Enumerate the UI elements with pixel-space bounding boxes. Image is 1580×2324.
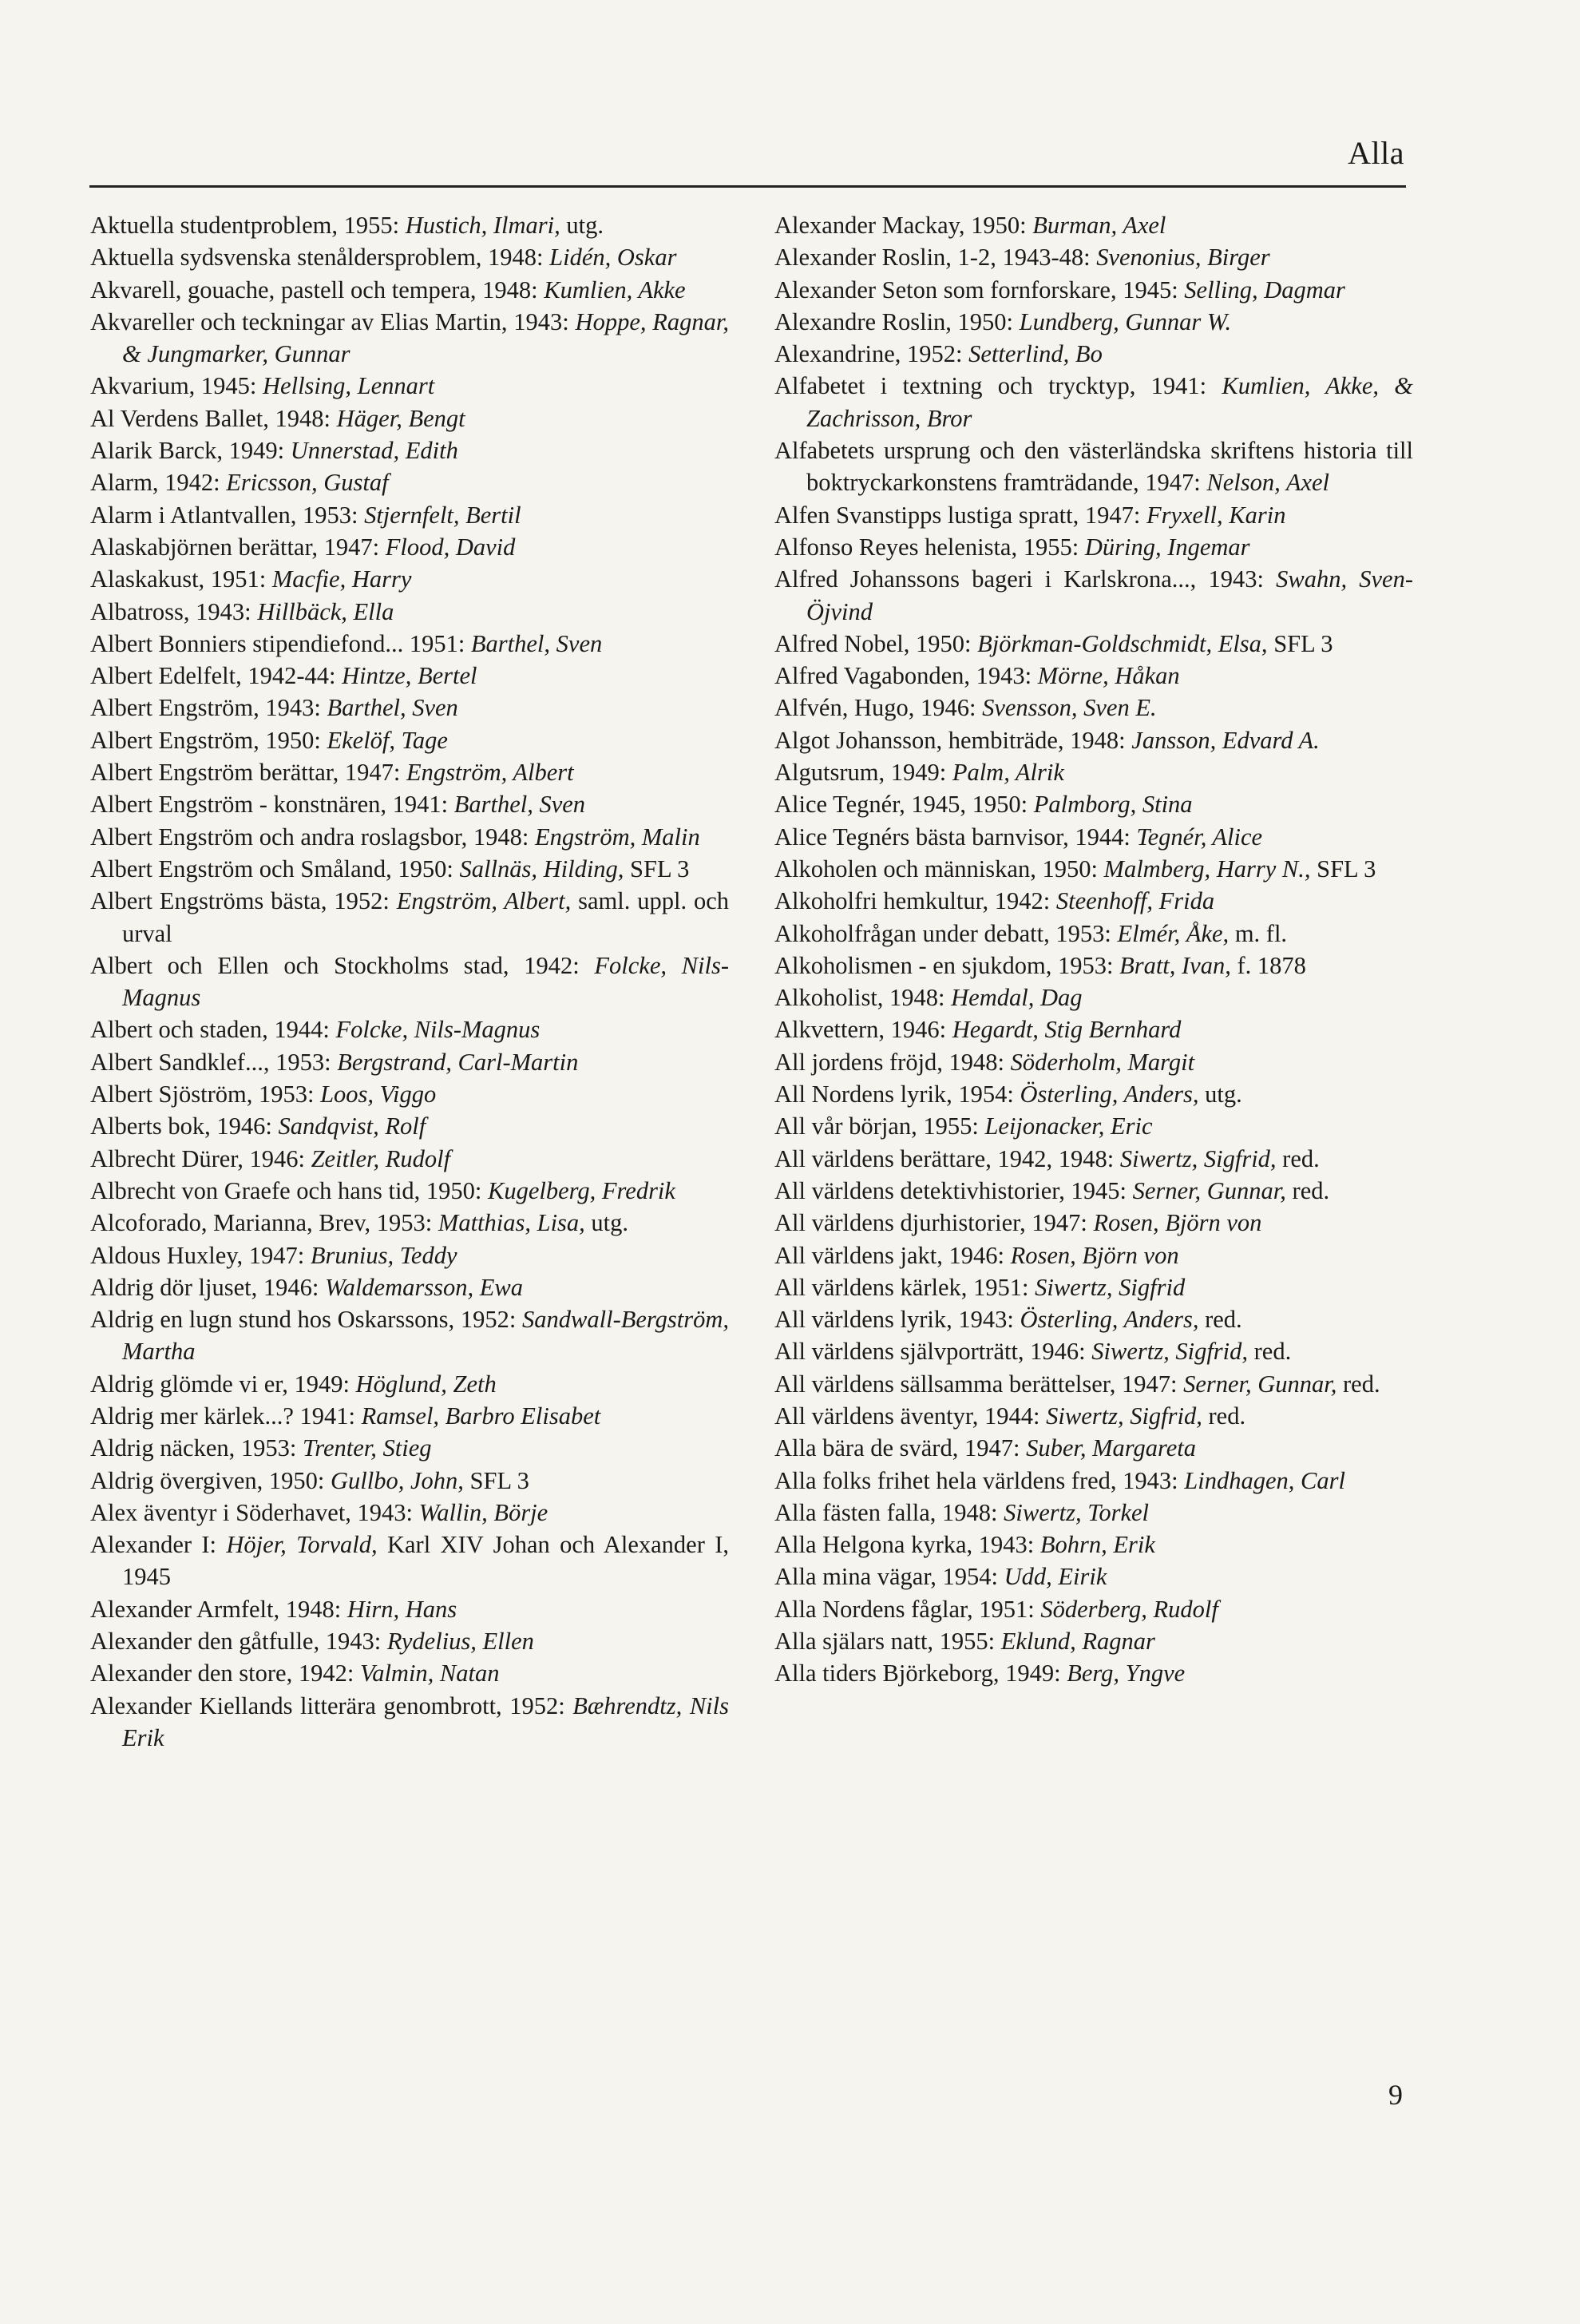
- entry-note: utg.: [591, 1209, 629, 1237]
- entry-title: Alarik Barck, 1949:: [90, 437, 285, 465]
- index-entry: [90, 1400, 729, 1432]
- index-entry: [774, 660, 1413, 692]
- index-entry: [774, 1368, 1413, 1400]
- entry-title: All världens sällsamma berättelser, 1947:: [774, 1370, 1178, 1398]
- entry-author: Kumlien, Akke: [544, 276, 686, 303]
- entry-author: Engström, Albert,: [396, 887, 572, 915]
- entry-title: Alfred Johanssons bageri i Karlskrona..., 1943:: [774, 565, 1264, 593]
- index-entry: [774, 1593, 1413, 1625]
- entry-title: Aktuella studentproblem, 1955:: [90, 212, 400, 239]
- entry-title: Albert Engströms bästa, 1952:: [90, 887, 390, 915]
- entry-title: Alfonso Reyes helenista, 1955:: [774, 533, 1079, 561]
- entry-author: Palmborg, Stina: [1033, 791, 1193, 819]
- entry-author: Hemdal, Dag: [951, 984, 1083, 1012]
- entry-title: Aldrig glömde vi er, 1949:: [90, 1370, 350, 1398]
- index-entry: [774, 788, 1413, 820]
- entry-note: red.: [1282, 1144, 1320, 1172]
- entry-author: Tegnér, Alice: [1136, 823, 1263, 851]
- entry-author: Burman, Axel: [1032, 212, 1166, 239]
- entry-title: Alla mina vägar, 1954:: [774, 1563, 998, 1591]
- entry-author: Björkman-Goldschmidt, Elsa,: [977, 629, 1268, 657]
- entry-title: Aktuella sydsvenska stenåldersproblem, 1948:: [90, 244, 544, 272]
- index-entry: [774, 1239, 1413, 1271]
- index-entry: [774, 209, 1413, 241]
- index-entry: [774, 274, 1413, 306]
- entry-title: Alkoholen och människan, 1950:: [774, 855, 1098, 882]
- index-entry: [774, 1143, 1413, 1175]
- entry-title: Alberts bok, 1946:: [90, 1112, 272, 1140]
- entry-author: Lidén, Oskar: [549, 244, 677, 272]
- entry-author: Waldemarsson, Ewa: [324, 1273, 523, 1301]
- entry-note: red.: [1292, 1176, 1330, 1204]
- index-entry: [774, 1303, 1413, 1335]
- entry-title: Alexander den gåtfulle, 1943:: [90, 1628, 382, 1656]
- index-entry: [90, 370, 729, 402]
- entry-note: utg.: [1205, 1081, 1242, 1108]
- index-entry: [774, 982, 1413, 1013]
- entry-author: Steenhoff, Frida: [1055, 887, 1215, 915]
- entry-author: Hillbäck, Ella: [257, 597, 394, 625]
- entry-title: Alla fästen falla, 1948:: [774, 1498, 998, 1526]
- index-entry: [90, 1432, 729, 1464]
- entry-author: Höglund, Zeth: [355, 1370, 497, 1398]
- entry-author: Barthel, Sven: [470, 629, 603, 657]
- entry-title: Alexander Mackay, 1950:: [774, 212, 1027, 239]
- entry-title: Albrecht von Graefe och hans tid, 1950:: [90, 1176, 482, 1204]
- index-entry: [774, 1529, 1413, 1561]
- index-entry: [90, 1368, 729, 1400]
- entry-author: Ericsson, Gustaf: [226, 469, 389, 497]
- entry-title: Alfred Nobel, 1950:: [774, 629, 972, 657]
- entry-author: Svensson, Sven E.: [982, 694, 1157, 722]
- entry-author: Fryxell, Karin: [1146, 501, 1286, 529]
- index-entry: [90, 1690, 729, 1755]
- entry-note: m. fl.: [1234, 919, 1288, 947]
- entry-author: Engström, Malin: [534, 823, 700, 851]
- entry-author: Berg, Yngve: [1067, 1660, 1186, 1687]
- entry-title: Alexander Kiellands litterära genombrott, 1952:: [90, 1691, 565, 1719]
- running-head: Alla: [1348, 135, 1404, 171]
- index-entry: [90, 466, 729, 498]
- index-entry: [90, 1593, 729, 1625]
- entry-title: Albert Engström och Småland, 1950:: [90, 855, 453, 882]
- entry-title: Alla själars natt, 1955:: [774, 1628, 996, 1656]
- index-entry: [774, 338, 1413, 370]
- entry-title: Alfvén, Hugo, 1946:: [774, 694, 976, 722]
- entry-author: Barthel, Sven: [453, 791, 586, 819]
- entry-author: Setterlind, Bo: [968, 340, 1103, 368]
- entry-title: All världens lyrik, 1943:: [774, 1306, 1014, 1334]
- entry-author: Siwertz, Sigfrid,: [1119, 1144, 1277, 1172]
- index-entry: [90, 788, 729, 820]
- entry-title: Aldrig mer kärlek...? 1941:: [90, 1402, 356, 1430]
- index-entry: [90, 596, 729, 628]
- entry-author: Wallin, Börje: [418, 1498, 548, 1526]
- entry-author: Folcke, Nils-Magnus: [122, 951, 729, 1012]
- entry-title: Alexandrine, 1952:: [774, 340, 963, 368]
- entry-author: Serner, Gunnar,: [1132, 1176, 1286, 1204]
- entry-note: red.: [1253, 1338, 1292, 1366]
- entry-title: Alarm i Atlantvallen, 1953:: [90, 501, 358, 529]
- entry-title: All världens äventyr, 1944:: [774, 1402, 1040, 1430]
- entry-author: Leijonacker, Eric: [984, 1112, 1153, 1140]
- entry-title: Albert Engström och andra roslagsbor, 1948:: [90, 823, 529, 851]
- entry-author: Bratt, Ivan,: [1119, 951, 1231, 979]
- index-entry: [774, 1625, 1413, 1657]
- index-entry: [90, 756, 729, 788]
- entry-author: Barthel, Sven: [327, 694, 458, 722]
- entry-author: Ramsel, Barbro Elisabet: [361, 1402, 601, 1430]
- entry-note: f. 1878: [1237, 951, 1306, 979]
- index-entry: [774, 1432, 1413, 1464]
- index-entry: [774, 1335, 1413, 1367]
- entry-author: Söderholm, Margit: [1010, 1048, 1195, 1076]
- entry-author: Brunius, Teddy: [310, 1241, 457, 1269]
- entry-title: Alkoholfrågan under debatt, 1953:: [774, 919, 1111, 947]
- entry-author: Hustich, Ilmari,: [405, 212, 560, 239]
- index-column-right: [774, 209, 1413, 1690]
- entry-title: All världens berättare, 1942, 1948:: [774, 1144, 1115, 1172]
- entry-title: Alarm, 1942:: [90, 469, 220, 497]
- entry-title: Alexander den store, 1942:: [90, 1660, 354, 1687]
- entry-author: Unnerstad, Edith: [290, 437, 458, 465]
- index-entry: [774, 1497, 1413, 1529]
- entry-note: Karl XIV Johan och Alexander I, 1945: [122, 1531, 730, 1591]
- entry-title: Alexander Armfelt, 1948:: [90, 1595, 342, 1623]
- entry-title: Aldrig dör ljuset, 1946:: [90, 1273, 319, 1301]
- entry-title: Albert Bonniers stipendiefond... 1951:: [90, 629, 465, 657]
- entry-author: Macfie, Harry: [271, 565, 412, 593]
- index-entry: [774, 1465, 1413, 1497]
- entry-title: Alla folks frihet hela världens fred, 1943:: [774, 1466, 1178, 1494]
- entry-author: Österling, Anders,: [1020, 1081, 1199, 1108]
- entry-title: Alice Tegnérs bästa barnvisor, 1944:: [774, 823, 1131, 851]
- entry-author: Rydelius, Ellen: [386, 1628, 534, 1656]
- entry-title: Alla Helgona kyrka, 1943:: [774, 1531, 1035, 1559]
- entry-title: All vår början, 1955:: [774, 1112, 979, 1140]
- entry-author: Folcke, Nils-Magnus: [335, 1016, 541, 1044]
- index-entry: [90, 1271, 729, 1303]
- entry-title: Alla tiders Björkeborg, 1949:: [774, 1660, 1061, 1687]
- entry-title: Alkvettern, 1946:: [774, 1016, 947, 1044]
- entry-author: Siwertz, Sigfrid: [1035, 1273, 1186, 1301]
- entry-title: Aldrig näcken, 1953:: [90, 1434, 297, 1462]
- entry-author: Hirn, Hans: [346, 1595, 457, 1623]
- entry-title: Algutsrum, 1949:: [774, 759, 947, 787]
- index-entry: [90, 1046, 729, 1078]
- index-entry: [90, 209, 729, 241]
- entry-author: Zeitler, Rudolf: [311, 1144, 451, 1172]
- index-entry: [774, 1207, 1413, 1239]
- index-entry: [774, 1561, 1413, 1592]
- index-entry: [90, 1143, 729, 1175]
- entry-title: Alla Nordens fåglar, 1951:: [774, 1595, 1035, 1623]
- entry-author: Mörne, Håkan: [1037, 662, 1180, 690]
- entry-title: All jordens fröjd, 1948:: [774, 1048, 1005, 1076]
- entry-note: saml. uppl. och urval: [122, 887, 730, 947]
- index-entry: [90, 403, 729, 434]
- entry-title: Albert Engström - konstnären, 1941:: [90, 791, 449, 819]
- entry-author: Hegardt, Stig Bernhard: [952, 1016, 1182, 1044]
- index-entry: [774, 1013, 1413, 1045]
- index-entry: [774, 918, 1413, 950]
- index-entry: [90, 1465, 729, 1497]
- entry-author: Höjer, Torvald,: [226, 1531, 378, 1559]
- entry-author: Hoppe, Ragnar, & Jungmarker, Gunnar: [122, 307, 730, 368]
- entry-title: Albert Engström, 1943:: [90, 694, 321, 722]
- index-entry: [90, 563, 729, 595]
- index-entry: [90, 724, 729, 756]
- index-entry: [774, 563, 1413, 628]
- index-entry: [90, 1657, 729, 1689]
- entry-author: Eklund, Ragnar: [1000, 1628, 1155, 1656]
- entry-author: Bæhrendtz, Nils Erik: [122, 1691, 729, 1751]
- index-entry: [90, 1303, 729, 1368]
- entry-title: Alex äventyr i Söderhavet, 1943:: [90, 1498, 414, 1526]
- entry-note: utg.: [566, 212, 604, 239]
- index-entry: [774, 1078, 1413, 1110]
- entry-author: Österling, Anders,: [1020, 1306, 1199, 1334]
- index-entry: [90, 853, 729, 885]
- entry-author: Rosen, Björn von: [1093, 1209, 1262, 1237]
- entry-author: Düring, Ingemar: [1084, 533, 1250, 561]
- entry-title: Akvarell, gouache, pastell och tempera, 1948:: [90, 276, 538, 303]
- index-entry: [774, 692, 1413, 724]
- entry-title: Algot Johansson, hembiträde, 1948:: [774, 726, 1126, 754]
- index-entry: [90, 1078, 729, 1110]
- entry-title: Alexander Seton som fornforskare, 1945:: [774, 276, 1178, 303]
- entry-title: All världens detektivhistorier, 1945:: [774, 1176, 1127, 1204]
- entry-author: Kugelberg, Fredrik: [488, 1176, 675, 1204]
- index-entry: [774, 1271, 1413, 1303]
- entry-note: SFL 3: [1273, 629, 1333, 657]
- index-entry: [774, 1657, 1413, 1689]
- entry-author: Valmin, Natan: [359, 1660, 500, 1687]
- entry-title: All världens djurhistorier, 1947:: [774, 1209, 1087, 1237]
- entry-author: Elmér, Åke,: [1117, 919, 1230, 947]
- entry-title: Albert Engström, 1950:: [90, 726, 321, 754]
- index-entry: [90, 1497, 729, 1529]
- entry-author: Häger, Bengt: [336, 404, 465, 432]
- entry-note: SFL 3: [630, 855, 690, 882]
- entry-author: Ekelöf, Tage: [327, 726, 448, 754]
- entry-title: Albert Sjöström, 1953:: [90, 1081, 315, 1108]
- index-entry: [90, 885, 729, 950]
- index-entry: [90, 531, 729, 563]
- entry-title: Albrecht Dürer, 1946:: [90, 1144, 305, 1172]
- entry-note: SFL 3: [1317, 855, 1376, 882]
- entry-author: Bergstrand, Carl-Martin: [337, 1048, 579, 1076]
- entry-author: Selling, Dagmar: [1184, 276, 1345, 303]
- index-entry: [90, 274, 729, 306]
- index-column-left: [90, 209, 729, 1754]
- entry-author: Trenter, Stieg: [302, 1434, 432, 1462]
- entry-title: Aldrig en lugn stund hos Oskarssons, 1952:: [90, 1306, 517, 1334]
- index-entry: [90, 692, 729, 724]
- header-rule: [89, 185, 1406, 188]
- index-entry: [774, 821, 1413, 853]
- entry-author: Hellsing, Lennart: [263, 372, 435, 400]
- index-entry: [90, 1013, 729, 1045]
- index-entry: [774, 1110, 1413, 1142]
- entry-author: Siwertz, Torkel: [1004, 1498, 1150, 1526]
- entry-title: Albatross, 1943:: [90, 597, 251, 625]
- index-entry: [774, 306, 1413, 338]
- index-entry: [774, 1175, 1413, 1207]
- index-entry: [774, 1400, 1413, 1432]
- entry-title: Alaskakust, 1951:: [90, 565, 267, 593]
- entry-title: Albert Engström berättar, 1947:: [90, 759, 401, 787]
- entry-author: Sandqvist, Rolf: [278, 1112, 426, 1140]
- entry-author: Lindhagen, Carl: [1184, 1466, 1345, 1494]
- entry-note: red.: [1208, 1402, 1246, 1430]
- entry-author: Suber, Margareta: [1026, 1434, 1196, 1462]
- entry-title: Alexander Roslin, 1-2, 1943-48:: [774, 244, 1091, 272]
- entry-title: Alcoforado, Marianna, Brev, 1953:: [90, 1209, 433, 1237]
- entry-author: Stjernfelt, Bertil: [364, 501, 521, 529]
- entry-title: Alaskabjörnen berättar, 1947:: [90, 533, 380, 561]
- index-entry: [90, 1175, 729, 1207]
- entry-title: Alfabetets ursprung och den västerländska skriftens historia till boktryckarkonstens framträdande, 1947:: [774, 437, 1413, 497]
- entry-title: Alkoholist, 1948:: [774, 984, 945, 1012]
- entry-title: All världens kärlek, 1951:: [774, 1273, 1029, 1301]
- entry-title: All världens självporträtt, 1946:: [774, 1338, 1086, 1366]
- index-entry: [90, 821, 729, 853]
- entry-title: Alexander I:: [90, 1531, 217, 1559]
- index-entry: [774, 531, 1413, 563]
- entry-title: Alfabetet i textning och trycktyp, 1941:: [774, 372, 1207, 400]
- index-entry: [774, 628, 1413, 660]
- index-entry: [90, 434, 729, 466]
- index-entry: [90, 628, 729, 660]
- entry-title: Alexandre Roslin, 1950:: [774, 307, 1014, 335]
- entry-author: Rosen, Björn von: [1010, 1241, 1179, 1269]
- entry-title: Akvarium, 1945:: [90, 372, 257, 400]
- entry-title: All världens jakt, 1946:: [774, 1241, 1005, 1269]
- index-entry: [90, 1207, 729, 1239]
- entry-title: Albert och Ellen och Stockholms stad, 1942:: [90, 951, 580, 979]
- entry-title: Alkoholfri hemkultur, 1942:: [774, 887, 1051, 915]
- index-entry: [774, 1046, 1413, 1078]
- entry-author: Udd, Eirik: [1004, 1563, 1107, 1591]
- entry-author: Flood, David: [385, 533, 516, 561]
- entry-title: Alla bära de svärd, 1947:: [774, 1434, 1020, 1462]
- entry-title: All Nordens lyrik, 1954:: [774, 1081, 1014, 1108]
- index-entry: [90, 1239, 729, 1271]
- entry-title: Alice Tegnér, 1945, 1950:: [774, 791, 1028, 819]
- index-entry: [90, 499, 729, 531]
- index-entry: [90, 1110, 729, 1142]
- index-entry: [90, 1529, 729, 1593]
- index-entry: [90, 1625, 729, 1657]
- index-entry: [90, 306, 729, 371]
- entry-author: Bohrn, Erik: [1039, 1531, 1155, 1559]
- index-entry: [774, 241, 1413, 273]
- entry-title: Albert Sandklef..., 1953:: [90, 1048, 331, 1076]
- entry-title: Albert och staden, 1944:: [90, 1016, 330, 1044]
- entry-author: Söderberg, Rudolf: [1040, 1595, 1218, 1623]
- entry-title: Albert Edelfelt, 1942-44:: [90, 662, 336, 690]
- page-number: 9: [1388, 2079, 1403, 2111]
- entry-title: Aldrig övergiven, 1950:: [90, 1466, 325, 1494]
- entry-author: Loos, Viggo: [320, 1081, 437, 1108]
- entry-title: Aldous Huxley, 1947:: [90, 1241, 305, 1269]
- entry-author: Malmberg, Harry N.,: [1103, 855, 1311, 882]
- entry-author: Hintze, Bertel: [342, 662, 477, 690]
- index-entry: [774, 370, 1413, 434]
- entry-author: Sandwall-Bergström, Martha: [122, 1306, 730, 1366]
- entry-author: Sallnäs, Hilding,: [459, 855, 624, 882]
- index-entry: [774, 950, 1413, 982]
- entry-author: Siwertz, Sigfrid,: [1046, 1402, 1202, 1430]
- entry-title: Al Verdens Ballet, 1948:: [90, 404, 331, 432]
- entry-author: Gullbo, John,: [331, 1466, 464, 1494]
- entry-title: Alkoholismen - en sjukdom, 1953:: [774, 951, 1114, 979]
- entry-title: Akvareller och teckningar av Elias Martin, 1943:: [90, 307, 569, 335]
- index-entry: [774, 756, 1413, 788]
- index-entry: [90, 950, 729, 1014]
- index-entry: [774, 885, 1413, 917]
- entry-author: Engström, Albert: [406, 759, 574, 787]
- entry-author: Nelson, Axel: [1206, 469, 1330, 497]
- entry-author: Serner, Gunnar,: [1183, 1370, 1337, 1398]
- entry-note: red.: [1343, 1370, 1380, 1398]
- entry-author: Svenonius, Birger: [1096, 244, 1270, 272]
- entry-note: red.: [1205, 1306, 1242, 1334]
- entry-author: Siwertz, Sigfrid,: [1091, 1338, 1249, 1366]
- index-entry: [774, 853, 1413, 885]
- entry-author: Palm, Alrik: [952, 759, 1064, 787]
- index-entry: [90, 660, 729, 692]
- entry-author: Swahn, Sven-Öjvind: [806, 565, 1414, 625]
- index-entry: [774, 724, 1413, 756]
- entry-author: Kumlien, Akke, & Zachrisson, Bror: [806, 372, 1413, 432]
- entry-author: Lundberg, Gunnar W.: [1019, 307, 1232, 335]
- entry-note: SFL 3: [469, 1466, 529, 1494]
- entry-author: Jansson, Edvard A.: [1131, 726, 1320, 754]
- entry-title: Alfred Vagabonden, 1943:: [774, 662, 1032, 690]
- index-entry: [774, 434, 1413, 499]
- entry-title: Alfen Svanstipps lustiga spratt, 1947:: [774, 501, 1141, 529]
- index-entry: [90, 241, 729, 273]
- entry-author: Matthias, Lisa,: [438, 1209, 585, 1237]
- index-entry: [774, 499, 1413, 531]
